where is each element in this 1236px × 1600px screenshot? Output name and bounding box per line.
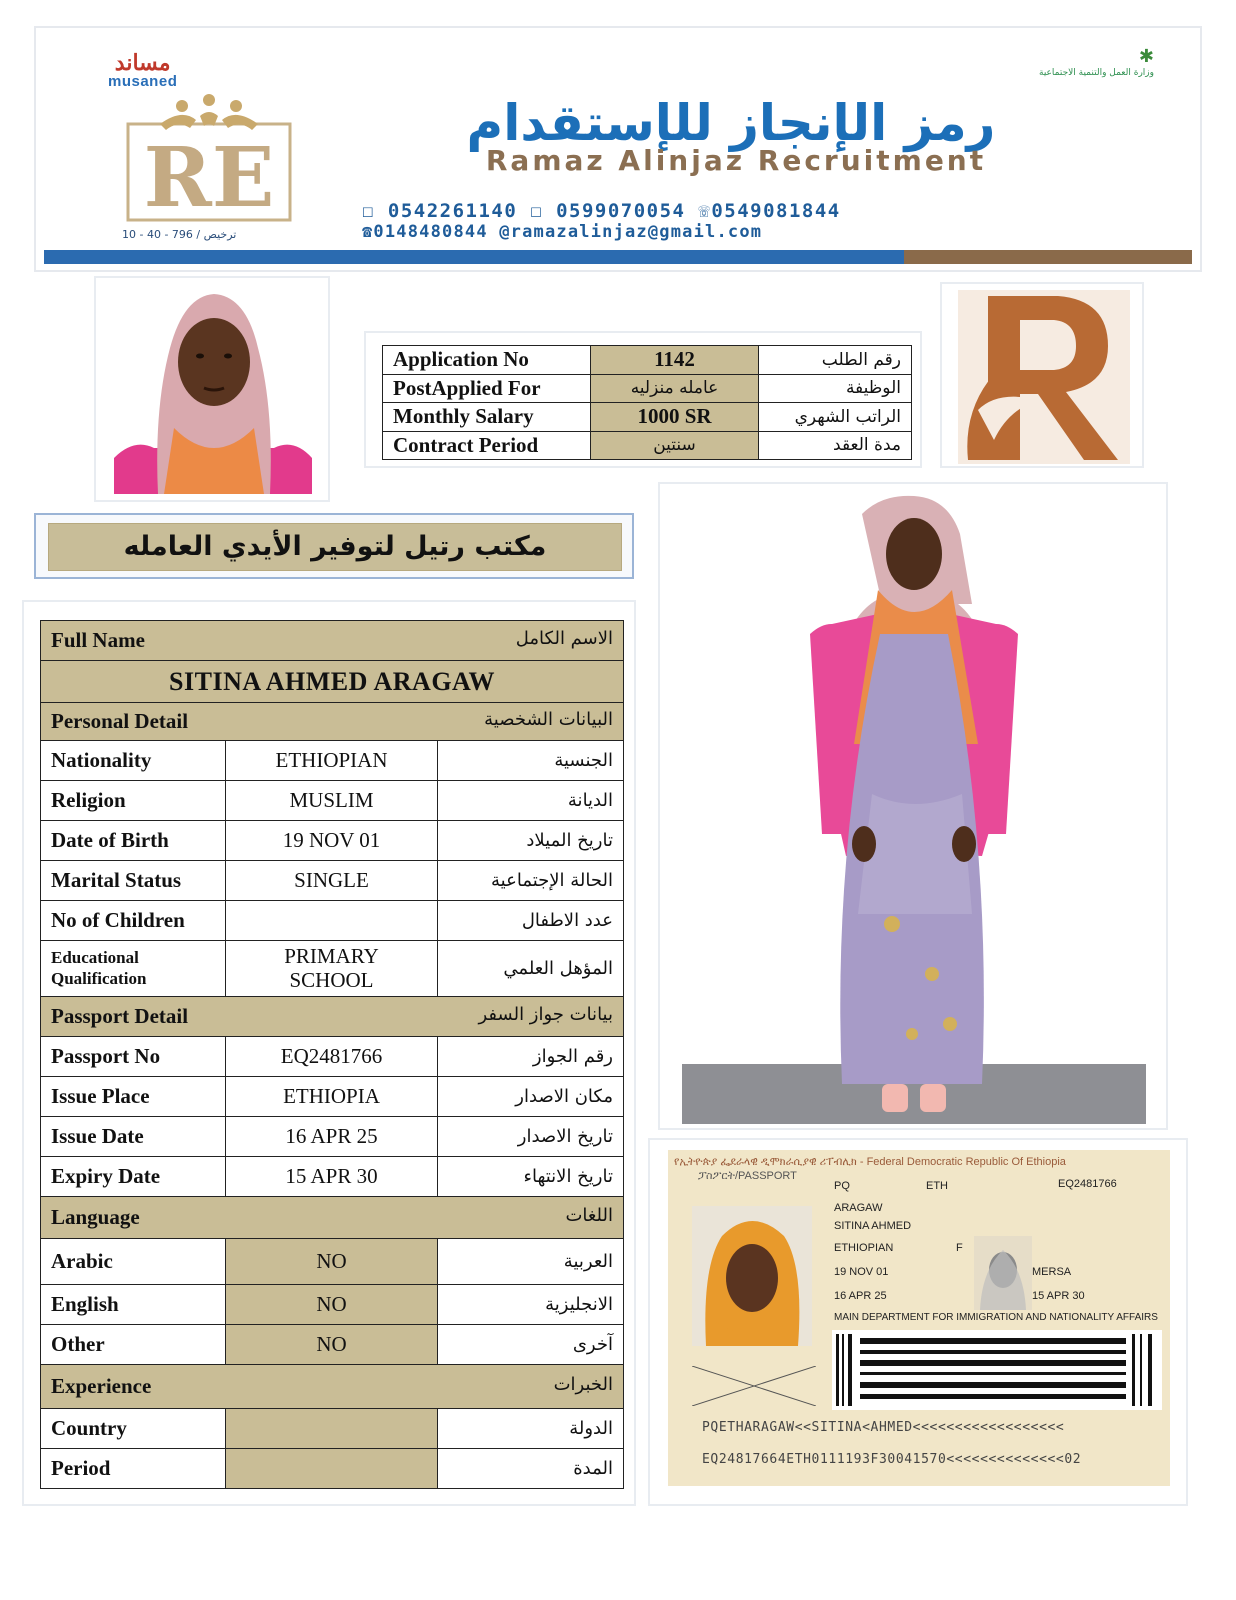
contract-period-value: سنتين xyxy=(591,431,759,460)
passport-authority: MAIN DEPARTMENT FOR IMMIGRATION AND NATIONALITY AFFAIRS xyxy=(834,1312,1158,1323)
issue-date-label: Issue Date xyxy=(41,1117,226,1157)
religion-value: MUSLIM xyxy=(226,781,438,821)
musaned-logo-ar: مساند xyxy=(114,50,171,75)
contract-period-label: Contract Period xyxy=(383,431,591,460)
nationality-label-ar: الجنسية xyxy=(438,741,624,781)
religion-label: Religion xyxy=(41,781,226,821)
full-name-header-row xyxy=(41,621,624,661)
no-of-children-label: No of Children xyxy=(41,901,226,941)
date-of-birth-value: 19 NOV 01 xyxy=(226,821,438,861)
marital-status-value: SINGLE xyxy=(226,861,438,901)
office-title: مكتب رتيل لتوفير الأيدي العامله xyxy=(48,523,622,571)
passport-nationality: ETHIOPIAN xyxy=(834,1242,894,1254)
passport-detail-label-ar: بيانات جواز السفر xyxy=(478,1004,613,1025)
table-row xyxy=(41,1037,624,1077)
ministry-name: وزارة العمل والتنمية الاجتماعية xyxy=(1039,67,1154,78)
company-name-ar: رمز الإنجاز للإستقدام xyxy=(466,94,996,152)
contract-period-label-ar: مدة العقد xyxy=(759,431,912,460)
experience-header-row xyxy=(41,1365,624,1409)
table-row xyxy=(41,1239,624,1285)
passport-given-name: SITINA AHMED xyxy=(834,1220,912,1232)
company-name-en: Ramaz Alinjaz Recruitment xyxy=(485,144,987,177)
office-banner xyxy=(34,513,634,579)
banner-bar-brown xyxy=(904,250,1192,264)
education-value: PRIMARY SCHOOL xyxy=(226,941,438,997)
passport-detail-header xyxy=(41,997,624,1037)
table-row xyxy=(41,1285,624,1325)
table-row xyxy=(41,1077,624,1117)
issue-place-label-ar: مكان الاصدار xyxy=(438,1077,624,1117)
date-of-birth-label-ar: تاريخ الميلاد xyxy=(438,821,624,861)
passport-no-label: Passport No xyxy=(41,1037,226,1077)
passport-surname: ARAGAW xyxy=(834,1202,883,1214)
english-label: English xyxy=(41,1285,226,1325)
education-label: Educational Qualification xyxy=(41,941,226,997)
portrait-photo-frame xyxy=(94,276,330,502)
expiry-date-label-ar: تاريخ الانتهاء xyxy=(438,1157,624,1197)
r-logo-frame xyxy=(940,282,1144,468)
passport-detail-label: Passport Detail xyxy=(51,1004,189,1028)
full-body-photo-frame xyxy=(658,482,1168,1130)
company-banner xyxy=(34,26,1202,272)
passport-signature xyxy=(692,1366,816,1406)
post-applied-label: PostApplied For xyxy=(383,374,591,403)
education-label-ar: المؤهل العلمي xyxy=(438,941,624,997)
table-row xyxy=(41,901,624,941)
passport-header: የኢትዮጵያ ፌደራላዊ ዲሞክራሲያዊ ሪፐብሊክ - Federal Democratic Republic Of Ethiopia xyxy=(674,1156,1066,1168)
passport-doc-label: ፓስፖርት/PASSPORT xyxy=(698,1170,797,1182)
passport-issue-date: 16 APR 25 xyxy=(834,1290,887,1302)
re-logo xyxy=(120,94,298,224)
experience-label: Experience xyxy=(51,1374,152,1398)
personal-detail-label: Personal Detail xyxy=(51,709,189,733)
musaned-logo-en: musaned xyxy=(108,73,178,90)
application-row xyxy=(383,403,912,432)
issue-place-label: Issue Place xyxy=(41,1077,226,1117)
passport-detail-header-row xyxy=(41,997,624,1037)
no-of-children-label-ar: عدد الاطفال xyxy=(438,901,624,941)
passport-expiry-date: 15 APR 30 xyxy=(1032,1290,1085,1302)
table-row xyxy=(41,1117,624,1157)
passport-number: EQ2481766 xyxy=(1058,1178,1117,1190)
period-label-ar: المدة xyxy=(438,1449,624,1489)
banner-bar-blue xyxy=(44,250,904,264)
expiry-date-value: 15 APR 30 xyxy=(226,1157,438,1197)
period-value xyxy=(226,1449,438,1489)
profile-table xyxy=(40,620,624,1489)
monthly-salary-label: Monthly Salary xyxy=(383,403,591,432)
application-row xyxy=(383,346,912,375)
language-label: Language xyxy=(51,1205,140,1229)
application-no-label: Application No xyxy=(383,346,591,375)
experience-header xyxy=(41,1365,624,1409)
no-of-children-value xyxy=(226,901,438,941)
issue-place-value: ETHIOPIA xyxy=(226,1077,438,1117)
english-value: NO xyxy=(226,1285,438,1325)
table-row xyxy=(41,861,624,901)
language-header-row xyxy=(41,1197,624,1239)
issue-date-value: 16 APR 25 xyxy=(226,1117,438,1157)
marital-status-label-ar: الحالة الإجتماعية xyxy=(438,861,624,901)
application-no-value: 1142 xyxy=(591,346,759,375)
table-row xyxy=(41,1449,624,1489)
application-no-label-ar: رقم الطلب xyxy=(759,346,912,375)
english-label-ar: الانجليزية xyxy=(438,1285,624,1325)
passport-pob: MERSA xyxy=(1032,1266,1072,1278)
other-language-label: Other xyxy=(41,1325,226,1365)
full-name-label: Full Name xyxy=(51,628,145,652)
passport-mrz-line-2: EQ24817664ETH0111193F30041570<<<<<<<<<<<<<<02 xyxy=(702,1452,1082,1467)
musaned-logo xyxy=(108,52,177,89)
application-row xyxy=(383,431,912,460)
post-applied-value: عامله منزليه xyxy=(591,374,759,403)
contact-landline-email: ☎0148480844 @ramazalinjaz@gmail.com xyxy=(362,222,763,242)
other-language-value: NO xyxy=(226,1325,438,1365)
passport-type: PQ xyxy=(834,1180,850,1192)
country-label-ar: الدولة xyxy=(438,1409,624,1449)
period-label: Period xyxy=(41,1449,226,1489)
table-row xyxy=(41,1157,624,1197)
palm-icon: ✱ xyxy=(1138,46,1154,67)
contact-phones: ☐ 0542261140 ☐ 0599070054 ☏0549081844 xyxy=(362,200,841,222)
full-name-row xyxy=(41,661,624,703)
monthly-salary-value: 1000 SR xyxy=(591,403,759,432)
table-row xyxy=(41,821,624,861)
licence-number: 10 - 40 - 796 / ترخيص xyxy=(122,228,237,241)
ministry-logo xyxy=(1034,46,1154,78)
re-logo-letters: RE xyxy=(143,130,275,224)
table-row xyxy=(41,781,624,821)
passport-no-label-ar: رقم الجواز xyxy=(438,1037,624,1077)
table-row xyxy=(41,741,624,781)
table-row xyxy=(41,941,624,997)
personal-detail-label-ar: البيانات الشخصية xyxy=(484,709,613,730)
full-name-label-ar: الاسم الكامل xyxy=(515,628,613,649)
country-value xyxy=(226,1409,438,1449)
arabic-label-ar: العربية xyxy=(438,1239,624,1285)
post-applied-label-ar: الوظيفة xyxy=(759,374,912,403)
passport-no-value: EQ2481766 xyxy=(226,1037,438,1077)
language-label-ar: اللغات xyxy=(565,1205,613,1226)
country-label: Country xyxy=(41,1409,226,1449)
marital-status-label: Marital Status xyxy=(41,861,226,901)
table-row xyxy=(41,1409,624,1449)
date-of-birth-label: Date of Birth xyxy=(41,821,226,861)
religion-label-ar: الديانة xyxy=(438,781,624,821)
personal-detail-header xyxy=(41,703,624,741)
full-name-header xyxy=(41,621,624,661)
personal-detail-header-row xyxy=(41,703,624,741)
expiry-date-label: Expiry Date xyxy=(41,1157,226,1197)
monthly-salary-label-ar: الراتب الشهري xyxy=(759,403,912,432)
application-row xyxy=(383,374,912,403)
other-language-label-ar: آخرى xyxy=(438,1325,624,1365)
portrait-photo xyxy=(114,288,312,494)
arabic-label: Arabic xyxy=(41,1239,226,1285)
experience-label-ar: الخبرات xyxy=(553,1374,613,1395)
passport-barcode xyxy=(832,1330,1162,1410)
passport-country: ETH xyxy=(926,1180,948,1192)
passport-ghost-photo xyxy=(974,1236,1032,1310)
r-logo xyxy=(958,290,1130,464)
passport-dob: 19 NOV 01 xyxy=(834,1266,889,1278)
arabic-value: NO xyxy=(226,1239,438,1285)
language-header xyxy=(41,1197,624,1239)
passport-scan xyxy=(668,1150,1170,1486)
passport-mrz-line-1: PQETHARAGAW<<SITINA<AHMED<<<<<<<<<<<<<<<<<< xyxy=(702,1420,1065,1435)
full-body-photo xyxy=(682,494,1146,1124)
application-table xyxy=(382,345,912,460)
passport-sex: F xyxy=(956,1242,963,1254)
nationality-label: Nationality xyxy=(41,741,226,781)
issue-date-label-ar: تاريخ الاصدار xyxy=(438,1117,624,1157)
passport-photo xyxy=(692,1206,812,1346)
full-name-value: SITINA AHMED ARAGAW xyxy=(41,661,624,703)
nationality-value: ETHIOPIAN xyxy=(226,741,438,781)
table-row xyxy=(41,1325,624,1365)
